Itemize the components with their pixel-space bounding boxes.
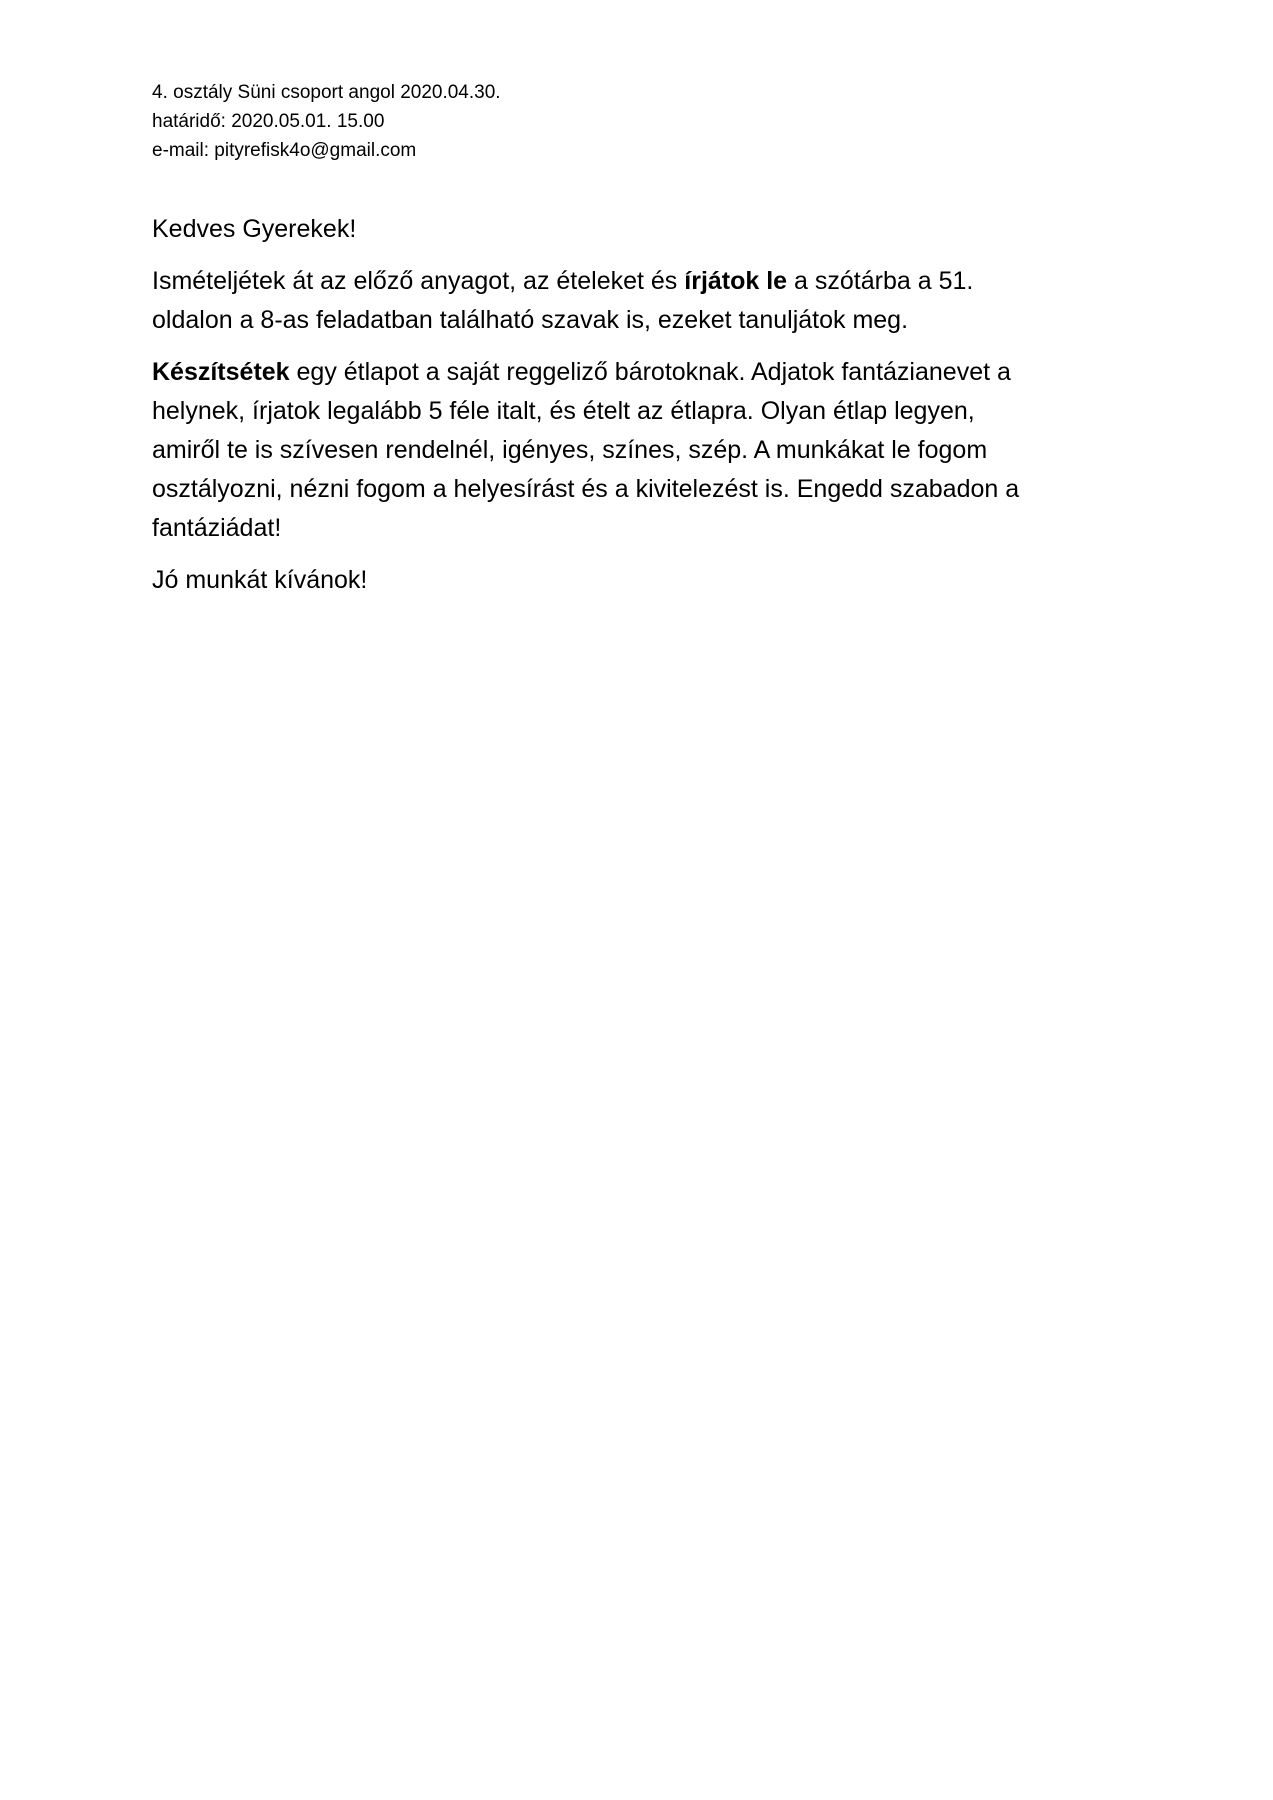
- paragraph-menu-line-5: fantáziádat!: [152, 514, 282, 542]
- paragraph-menu-line-4: osztályozni, nézni fogom a helyesírást és a kivitelezést is. Engedd szabadon a: [152, 475, 1020, 503]
- paragraph-menu-task: [152, 353, 1132, 548]
- bold-text-run: írjátok le: [684, 267, 788, 295]
- text-run: egy étlapot a saját reggeliző bárotoknak. Adjatok fantázianevet a: [289, 358, 1011, 386]
- paragraph-review-task: [152, 262, 1132, 340]
- document-body: [152, 210, 1132, 613]
- document-header: [152, 78, 1132, 165]
- deadline-line: határidő: 2020.05.01. 15.00: [152, 111, 385, 132]
- class-info-line: 4. osztály Süni csoport angol 2020.04.30.: [152, 82, 501, 103]
- closing-line: Jó munkát kívánok!: [152, 566, 368, 594]
- paragraph-review-line-1: [152, 262, 1132, 301]
- paragraph-menu-line-2: helynek, írjatok legalább 5 féle italt, és ételt az étlapra. Olyan étlap legyen,: [152, 397, 975, 425]
- bold-text-run: Készítsétek: [152, 358, 290, 386]
- paragraph-menu-line-3: amiről te is szívesen rendelnél, igényes, színes, szép. A munkákat le fogom: [152, 436, 988, 464]
- email-line: e-mail: pityrefisk4o@gmail.com: [152, 140, 417, 161]
- paragraph-menu-line-1: [152, 353, 1132, 392]
- greeting: Kedves Gyerekek!: [152, 215, 357, 243]
- paragraph-review-line-2: oldalon a 8-as feladatban található szavak is, ezeket tanuljátok meg.: [152, 306, 909, 334]
- text-run: Ismételjétek át az előző anyagot, az ételeket és: [152, 267, 685, 295]
- text-run: a szótárba a 51.: [787, 267, 974, 295]
